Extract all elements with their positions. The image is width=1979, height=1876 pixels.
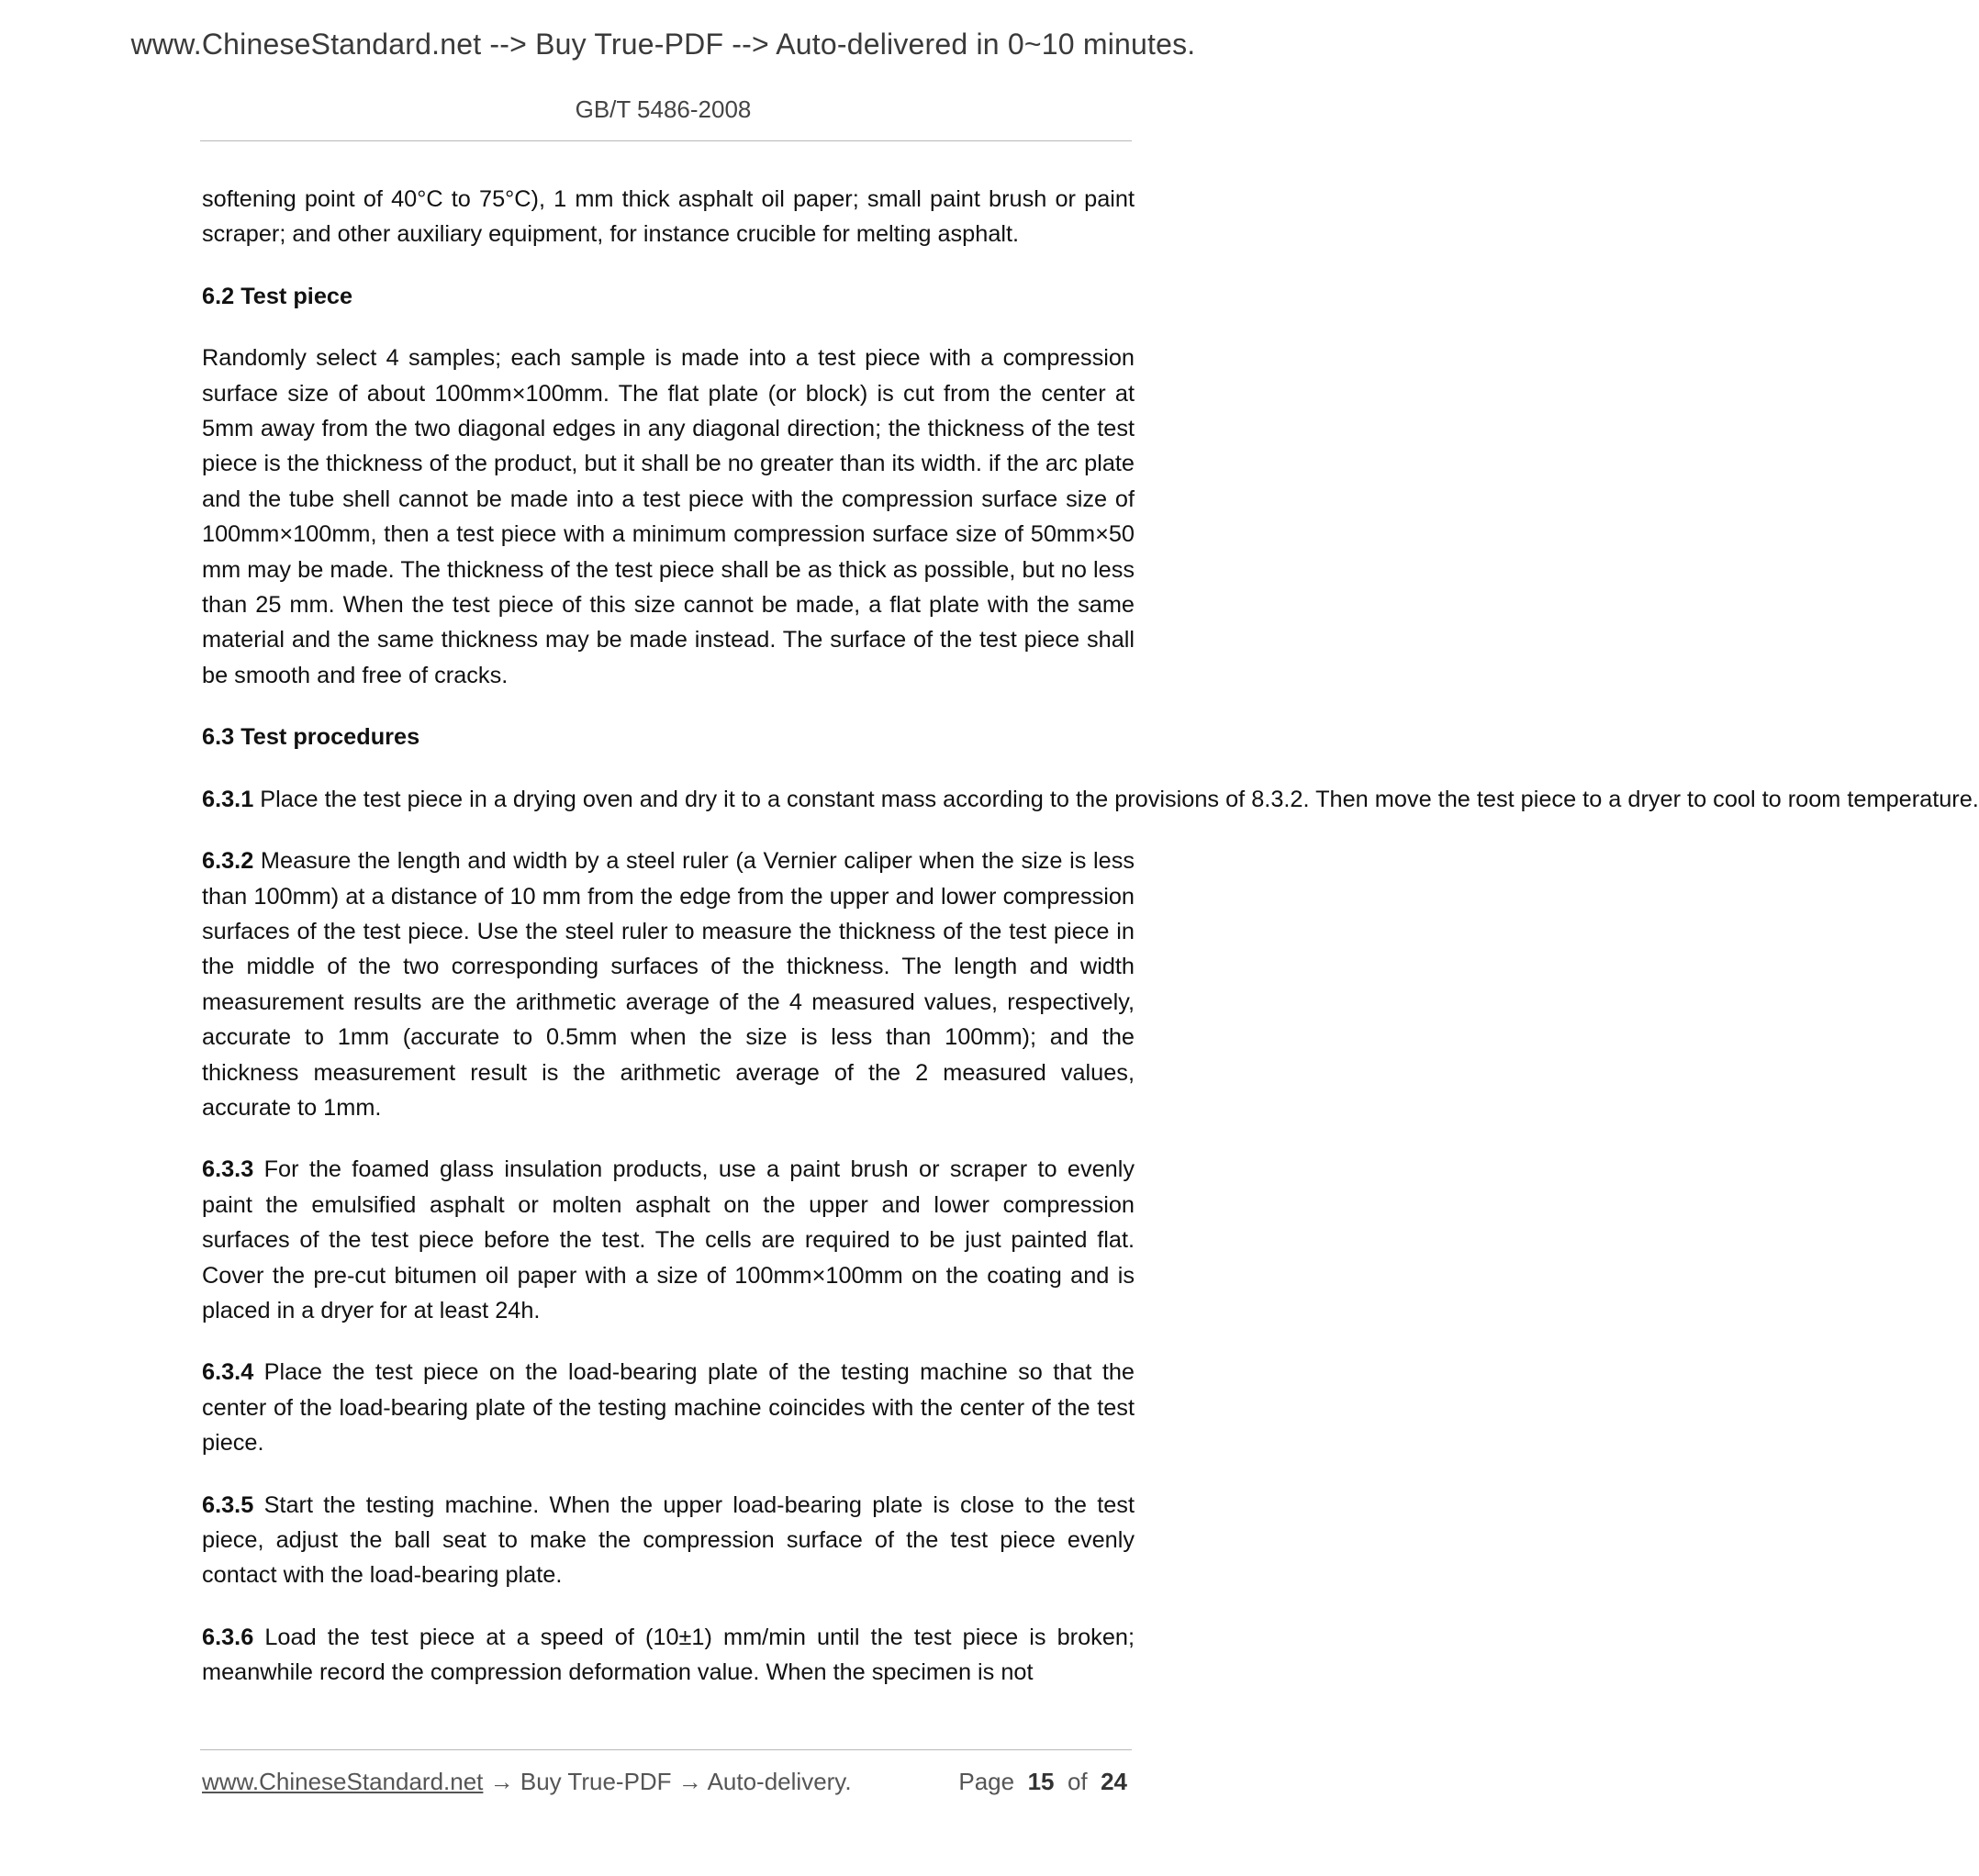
page-label: Page <box>958 1768 1015 1795</box>
clause-6-3-2 <box>202 843 1135 1125</box>
clause-number: 6.3.3 <box>202 1156 254 1183</box>
page-current: 15 <box>1027 1768 1055 1795</box>
clause-text: Place the test piece in a drying oven and dry it to a constant mass according to the provisions of 8.3.2. Then move the test piece to a dryer to cool to room temperature. <box>260 786 1979 812</box>
clause-6-3-6 <box>202 1620 1135 1691</box>
page-indicator <box>958 1768 1127 1796</box>
clause-text: For the foamed glass insulation products, use a paint brush or scraper to evenly paint the emulsified asphalt or molten asphalt on the upper and lower compression surfaces of the test piece before the test. The cells are required to be just painted flat. Cover the pre-cut bitumen oil paper with a size of 100mm×100mm on the coating and is placed in a dryer for at least 24h. <box>202 1156 1135 1323</box>
page-total: 24 <box>1101 1768 1127 1795</box>
clause-number: 6.3.1 <box>202 786 254 812</box>
clause-text: Start the testing machine. When the upper load-bearing plate is close to the test piece, adjust the ball seat to make the compression surface of the test piece evenly contact with the load-bearing plate. <box>202 1491 1135 1589</box>
intro-paragraph: softening point of 40°C to 75°C), 1 mm thick asphalt oil paper; small paint brush or paint scraper; and other auxiliary equipment, for instance crucible for melting asphalt. <box>202 186 1135 248</box>
footer-promo <box>202 1768 852 1796</box>
page-footer <box>202 1768 1135 1801</box>
document-body <box>202 182 1979 1717</box>
page-of: of <box>1067 1768 1088 1795</box>
clause-6-3-1 <box>202 782 1979 817</box>
footer-tagline: → Buy True-PDF → Auto-delivery. <box>483 1768 852 1795</box>
section-6-2-paragraph: Randomly select 4 samples; each sample is made into a test piece with a compression surface size of about 100mm×100mm. The flat plate (or block) is cut from the center at 5mm away from the two diagonal edges in any diagonal direction; the thickness of the test piece is the thickness of the product, but it shall be no greater than its width. if the arc plate and the tube shell cannot be made into a test piece with the compression surface size of 100mm×100mm, then a test piece with a minimum compression surface size of 50mm×50 mm may be made. The thickness of the test piece shall be as thick as possible, but no less than 25 mm. When the test piece of this size cannot be made, a flat plate with the same material and the same thickness may be made instead. The surface of the test piece shall be smooth and free of cracks. <box>202 345 1135 688</box>
clause-number: 6.3.5 <box>202 1491 254 1518</box>
header-divider <box>200 140 1132 141</box>
footer-divider <box>200 1749 1132 1750</box>
clause-6-3-4 <box>202 1355 1135 1460</box>
site-link[interactable]: www.ChineseStandard.net <box>202 1768 484 1795</box>
section-heading-6-2: 6.2 Test piece <box>202 283 353 309</box>
document-id: GB/T 5486-2008 <box>575 95 752 123</box>
clause-text: Load the test piece at a speed of (10±1) mm/min until the test piece is broken; meanwhile record the compression deformation value. When the specimen is not <box>202 1624 1135 1686</box>
clause-number: 6.3.4 <box>202 1359 254 1386</box>
section-heading-6-3: 6.3 Test procedures <box>202 724 420 751</box>
clause-text: Place the test piece on the load-bearing plate of the testing machine so that the center of the load-bearing plate of the testing machine coincides with the center of the test piece. <box>202 1359 1135 1457</box>
clause-6-3-5 <box>202 1488 1135 1593</box>
clause-number: 6.3.2 <box>202 848 254 875</box>
clause-number: 6.3.6 <box>202 1624 254 1650</box>
clause-text: Measure the length and width by a steel ruler (a Vernier caliper when the size is less than 100mm) at a distance of 10 mm from the edge from the upper and lower compression surfaces of the test piece. Use the steel ruler to measure the thickness of the test piece in the middle of the two corresponding surfaces of the thickness. The length and width measurement results are the arithmetic average of the 4 measured values, respectively, accurate to 1mm (accurate to 0.5mm when the size is less than 100mm); and the thickness measurement result is the arithmetic average of the 2 measured values, accurate to 1mm. <box>202 848 1135 1121</box>
clause-6-3-3 <box>202 1152 1135 1328</box>
top-banner: www.ChineseStandard.net --> Buy True-PDF --> Auto-delivered in 0~10 minutes. <box>130 28 1196 61</box>
